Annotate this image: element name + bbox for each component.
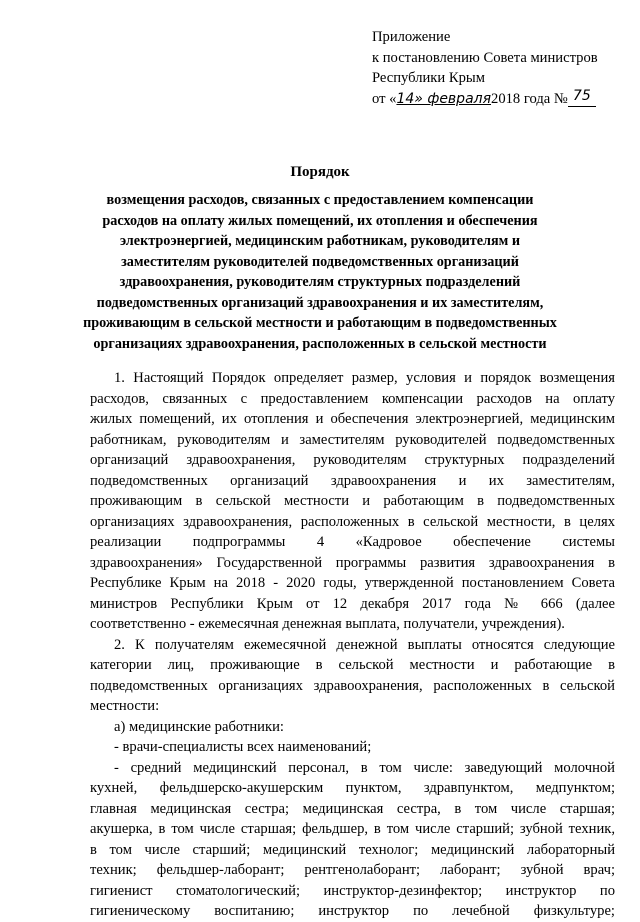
body-line: министров Республики Крым от 12 декабря 2017 года № 666 (далее: [90, 595, 615, 612]
body-line: гигиеническому воспитанию; инструктор по лечебной физкультуре;: [90, 903, 615, 919]
subtitle-line: заместителям руководителей подведомственных организаций: [121, 253, 519, 270]
subtitle-line: возмещения расходов, связанных с предоставлением компенсации: [106, 192, 534, 208]
date-suffix: 2018 года №: [491, 90, 568, 107]
body-line: 1. Настоящий Порядок определяет размер, условия и порядок возмещения: [114, 370, 615, 386]
body-line: здравоохранения» Государственной программы развития здравоохранения в: [90, 554, 615, 571]
body-line: - врачи-специалисты всех наименований;: [114, 739, 372, 755]
subtitle-line: расходов на оплату жилых помещений, их отопления и обеспечения: [102, 212, 538, 229]
body-line: работникам, руководителям и заместителям руководителей подведомственных: [90, 431, 615, 448]
subtitle-line: здравоохранения, руководителям структурных подразделений: [119, 274, 521, 290]
subtitle-line: подведомственных организаций здравоохранения и их заместителям,: [96, 294, 544, 311]
body-line: категории лиц, проживающие в сельской местности и работающие в: [90, 657, 615, 673]
document-title: Порядок: [290, 164, 350, 180]
subtitle-line: организациях здравоохранения, расположенных в сельской местности: [93, 335, 547, 352]
body-line: а) медицинские работники:: [114, 718, 284, 735]
subtitle-line: электроэнергией, медицинским работникам, руководителям и: [119, 233, 521, 249]
date-prefix: от «: [372, 90, 397, 107]
body-line: кухней, фельдшерско-акушерским пунктом, здравпунктом, медпунктом;: [90, 780, 615, 796]
document-body: [90, 368, 615, 922]
body-line: жилых помещений, их отопления и обеспечения электроэнергией, медицинским: [90, 411, 615, 427]
handwritten-number: 75: [568, 86, 596, 108]
subtitle-line: проживающим в сельской местности и работающим в подведомственных: [83, 315, 557, 331]
body-line: гигиенист стоматологический; инструктор-дезинфектор; инструктор по: [90, 882, 615, 899]
body-line: Республике Крым на 2018 - 2020 годы, утвержденной постановлением Совета: [90, 575, 615, 591]
body-line: организаций здравоохранения, руководителям структурных подразделений: [90, 452, 615, 468]
body-line: проживающим в сельской местности и работающим в подведомственных: [90, 493, 615, 509]
approval-date-line: [372, 89, 640, 111]
body-line: реализации подпрограммы 4 «Кадровое обеспечение системы: [90, 534, 615, 550]
body-line: местности:: [90, 698, 160, 714]
handwritten-date: 14» февраля: [396, 90, 492, 107]
body-line: - средний медицинский персонал, в том числе: заведующий молочной: [114, 759, 615, 776]
body-line: главная медицинская сестра; медицинская сестра, в том числе старшая;: [90, 800, 615, 817]
body-line: расходов, связанных с предоставлением компенсации расходов на оплату: [90, 390, 615, 407]
document-subtitle: [80, 190, 560, 354]
body-line: подведомственных организаций здравоохранения и их заместителям,: [90, 472, 615, 489]
approval-block: [372, 27, 640, 110]
approval-line-3: Республики Крым: [372, 70, 485, 86]
body-line: организациях здравоохранения, расположенных в сельской местности, в целях: [90, 513, 615, 530]
body-line: 2. К получателям ежемесячной денежной выплаты относятся следующие: [114, 636, 615, 653]
body-line: подведомственных организациях здравоохранения, расположенных в сельской: [90, 677, 615, 694]
body-line: акушерка, в том числе старшая; фельдшер, в том числе старший; зубной техник,: [90, 821, 615, 837]
approval-line-2: к постановлению Совета министров: [372, 49, 598, 66]
body-line: техник; фельдшер-лаборант; рентгенолаборант; лаборант; зубной врач;: [90, 862, 615, 878]
body-line: соответственно - ежемесячная денежная выплата, получатели, учреждения).: [90, 616, 565, 632]
body-line: в том числе старший; медицинский технолог; медицинский лабораторный: [90, 841, 615, 858]
approval-line-1: Приложение: [372, 29, 451, 45]
